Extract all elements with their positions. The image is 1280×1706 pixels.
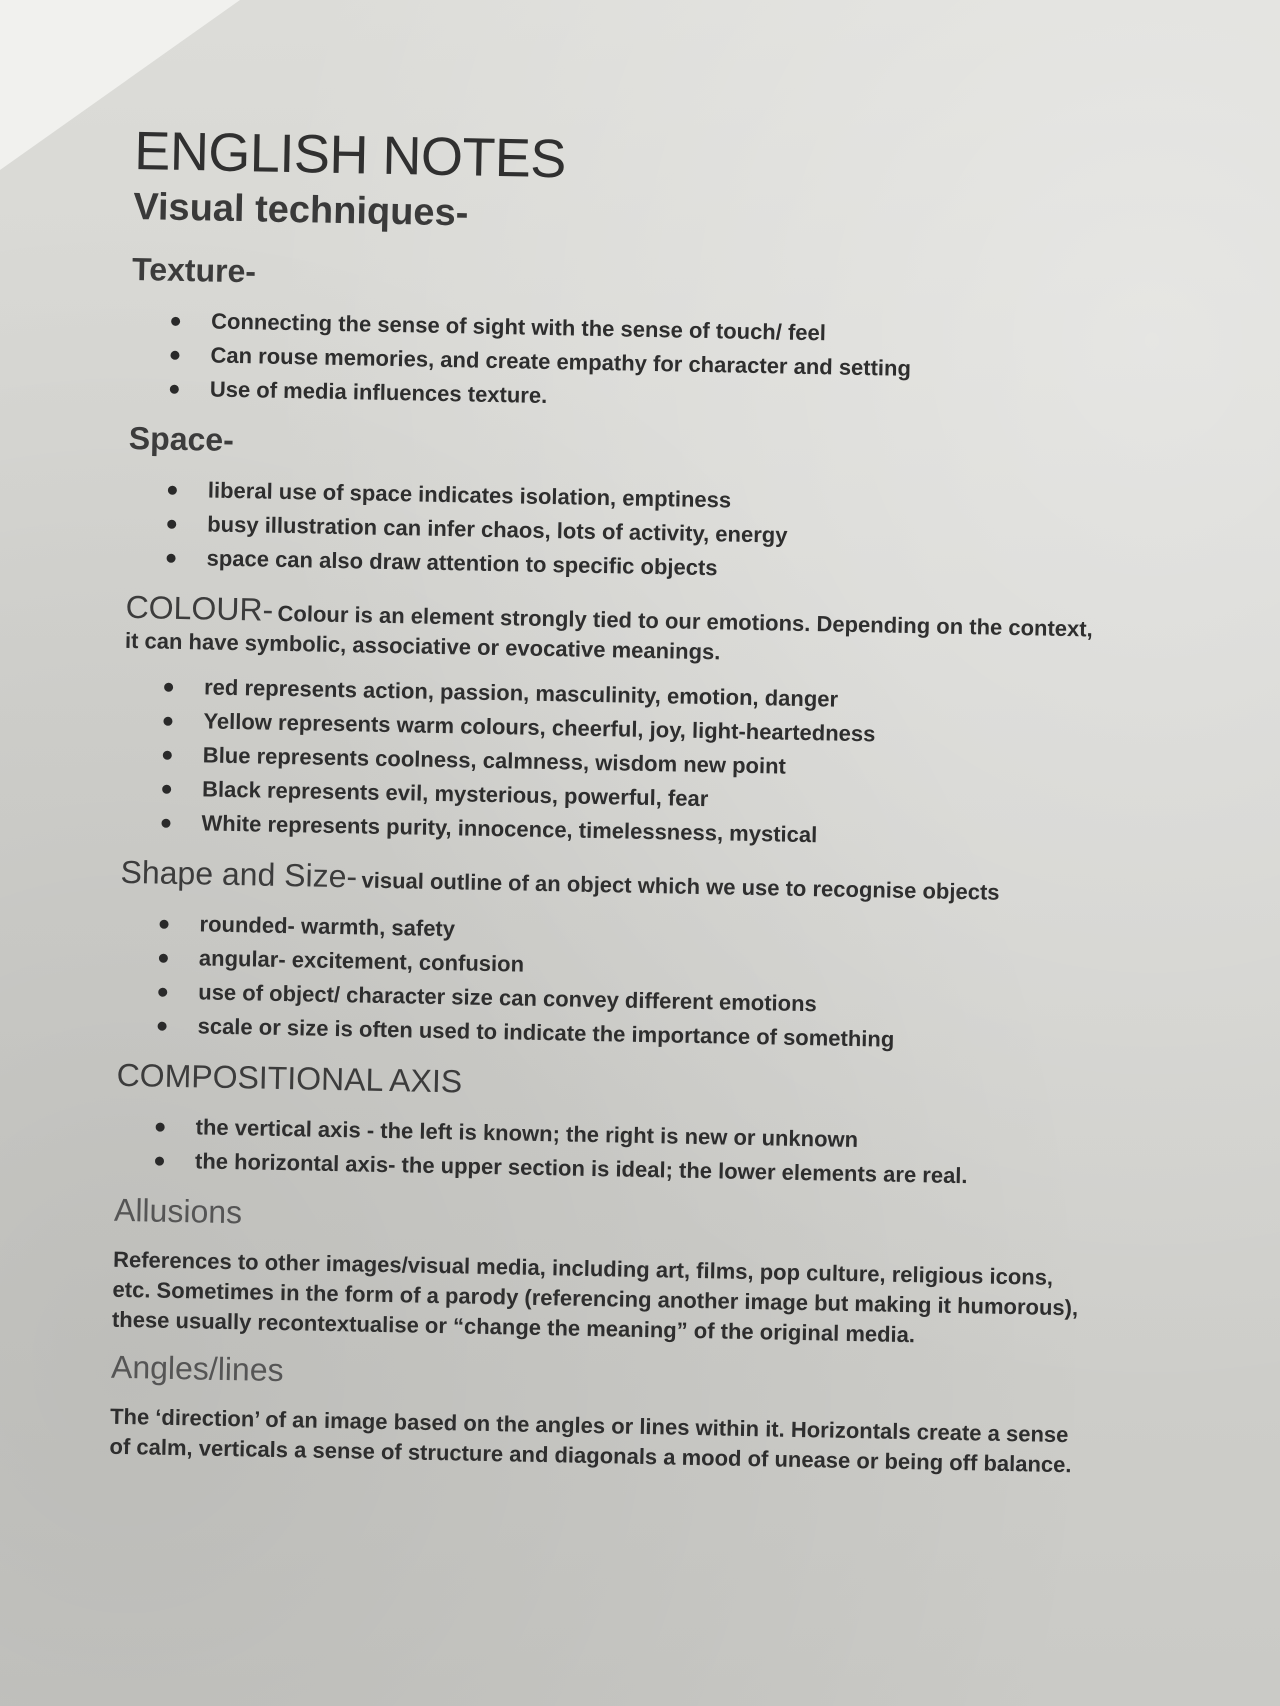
bullet-icon: [171, 317, 180, 326]
section-description-colour: Colour is an element strongly tied to our emotions. Depending on the context,: [277, 600, 1093, 642]
bullet-icon: [158, 988, 167, 997]
bullet-list-shape-size: [117, 909, 1099, 1058]
section-heading-shape-size: Shape and Size-: [120, 853, 358, 895]
bullet-icon: [167, 520, 176, 529]
bullet-list-texture: [130, 306, 1112, 421]
list-item-text: liberal use of space indicates isolation, emptiness: [207, 477, 732, 513]
list-item-text: Connecting the sense of sight with the sense of touch/ feel: [210, 308, 827, 346]
bullet-icon: [156, 1123, 165, 1132]
bullet-list-space: [126, 475, 1108, 590]
list-item-text: rounded- warmth, safety: [199, 911, 456, 942]
list-item-text: Black represents evil, mysterious, powerful, fear: [201, 776, 709, 812]
bullet-icon: [159, 920, 168, 929]
section-colour: [121, 589, 1106, 855]
section-description-shape-size: visual outline of an object which we use to recognise objects: [361, 867, 1000, 905]
section-allusions: [112, 1192, 1095, 1354]
list-item-text: Can rouse memories, and create empathy for character and setting: [210, 342, 912, 381]
bullet-icon: [155, 1157, 164, 1166]
bullet-icon: [168, 486, 177, 495]
bullet-icon: [163, 751, 172, 760]
section-heading-compositional-axis: COMPOSITIONAL AXIS: [116, 1056, 463, 1100]
bullet-icon: [158, 1022, 167, 1031]
list-item-text: use of object/ character size can convey different emotions: [198, 979, 818, 1017]
list-item-text: space can also draw attention to specific objects: [206, 545, 718, 581]
document-title: ENGLISH NOTES: [133, 120, 567, 190]
section-space: [126, 420, 1109, 590]
bullet-icon: [163, 717, 172, 726]
section-angles-lines: [109, 1349, 1091, 1481]
section-heading-space: Space-: [128, 419, 235, 458]
document-subtitle: Visual techniques-: [132, 185, 469, 235]
list-item-text: red represents action, passion, masculinity, emotion, danger: [203, 674, 839, 712]
list-item-text: angular- excitement, confusion: [198, 945, 525, 977]
list-item-text: scale or size is often used to indicate the importance of something: [197, 1013, 895, 1052]
section-description-colour-line2: it can have symbolic, associative or evocative meanings.: [124, 627, 721, 665]
section-texture: [130, 251, 1113, 421]
section-heading-angles-lines: Angles/lines: [110, 1348, 284, 1389]
bullet-icon: [161, 819, 170, 828]
list-item-text: Yellow represents warm colours, cheerful, joy, light-heartedness: [203, 708, 876, 747]
bullet-icon: [170, 351, 179, 360]
list-item-text: busy illustration can infer chaos, lots of activity, energy: [207, 511, 788, 548]
section-shape-size: [117, 854, 1100, 1058]
list-item-text: Blue represents coolness, calmness, wisdom new point: [202, 742, 787, 779]
list-item-text: White represents purity, innocence, timelessness, mystical: [201, 810, 818, 848]
list-item-text: Use of media influences texture.: [209, 376, 548, 408]
list-item-text: the vertical axis - the left is known; the right is new or unknown: [195, 1114, 859, 1153]
section-paragraph-angles-lines: The ‘direction’ of an image based on the angles or lines within it. Horizontals create a sense of calm, verticals a sense of structure and diagonals a mood of unease or being off balance.: [109, 1403, 1072, 1478]
section-heading-allusions: Allusions: [113, 1191, 243, 1231]
notes-content: [109, 120, 1115, 1493]
bullet-icon: [162, 785, 171, 794]
bullet-list-compositional-axis: [115, 1112, 1096, 1193]
section-heading-colour: COLOUR-: [125, 588, 274, 628]
bullet-icon: [167, 554, 176, 563]
list-item-text: the horizontal axis- the upper section is ideal; the lower elements are real.: [194, 1148, 968, 1189]
section-heading-texture: Texture-: [131, 250, 257, 290]
bullet-icon: [159, 954, 168, 963]
section-paragraph-allusions: References to other images/visual media, including art, films, pop culture, religious icons, etc. Sometimes in the form of a parody (referencing another image but making it humorous), these usually recontextualise or “change the meaning” of the original media.: [111, 1246, 1079, 1348]
section-compositional-axis: [115, 1057, 1097, 1193]
bullet-icon: [164, 683, 173, 692]
bullet-icon: [170, 385, 179, 394]
bullet-list-colour: [121, 672, 1104, 855]
